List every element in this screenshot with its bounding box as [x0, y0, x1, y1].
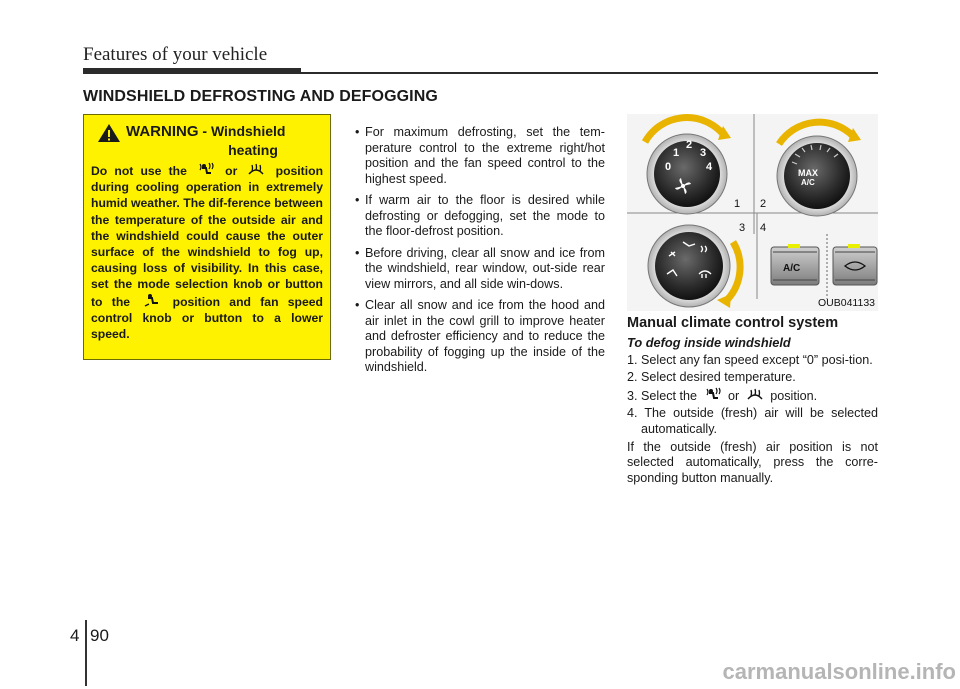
step-3-text-c: position. — [770, 389, 818, 404]
warning-text-2: or — [225, 164, 238, 178]
warning-box — [83, 114, 331, 360]
page-header-title: Features of your vehicle — [83, 44, 268, 65]
warning-text-4: position and fan speed control knob or button to a lower speed. — [91, 294, 324, 342]
step-3-text-b: or — [728, 389, 740, 404]
knob2-label-ac: A/C — [801, 178, 815, 187]
climate-control-figure — [627, 114, 878, 311]
windshield-defrost-icon — [746, 387, 764, 403]
step-2: 2. Select desired temperature. — [627, 369, 796, 384]
warning-subtitle: - Windshield — [198, 123, 286, 139]
figure-code: OUB041133 — [817, 297, 875, 309]
defrost-tips-list — [355, 125, 605, 376]
floor-mode-icon — [142, 293, 160, 309]
list-item: • Clear all snow and ice from the hood and air inlet in the cowl grill to improve heater and defroster efficiency and to reduce the probability of fogging up the inside of the windshield. — [355, 298, 605, 376]
knob1-label-0: 0 — [665, 161, 672, 173]
label-3: 3 — [739, 222, 746, 234]
warning-subtitle-line2: heating — [228, 142, 278, 158]
manual-climate-section — [627, 316, 878, 486]
watermark: carmanualsonline.info — [722, 659, 956, 684]
warning-text-1: Do not use the — [91, 164, 187, 178]
manual-note: If the outside (fresh) air position is not selected automatically, press the corre-sponding button manually. — [627, 440, 878, 485]
defog-subheading: To defog inside windshield — [627, 335, 791, 351]
floor-defrost-icon — [704, 387, 722, 403]
step-3-text-a: 3. Select the — [627, 389, 698, 404]
step-3 — [627, 387, 878, 404]
floor-defrost-icon — [197, 162, 215, 178]
knob1-label-3: 3 — [700, 147, 707, 159]
knob1-label-4: 4 — [706, 161, 713, 173]
warning-header — [91, 123, 323, 143]
climate-control-illustration — [627, 114, 878, 311]
knob2-label-max: MAX — [798, 168, 818, 178]
warning-triangle-icon — [97, 123, 121, 143]
button-ac-text: A/C — [783, 263, 801, 274]
warning-body — [91, 162, 323, 342]
label-1: 1 — [734, 198, 741, 210]
label-2: 2 — [760, 198, 767, 210]
header-rule-thin — [83, 72, 878, 74]
list-item: • If warm air to the floor is desired while defrosting or defogging, set the mode to the floor-defrost position. — [355, 193, 605, 240]
windshield-defrost-icon — [247, 162, 265, 178]
knob1-label-2: 2 — [686, 139, 693, 151]
footer-divider — [85, 620, 87, 686]
section-title: WINDSHIELD DEFROSTING AND DEFOGGING — [83, 88, 438, 105]
instructions-column — [355, 125, 605, 382]
warning-label: WARNING — [126, 123, 199, 140]
manual-climate-heading: Manual climate control system — [627, 315, 839, 331]
warning-text-3: position during cooling operation in extremely humid weather. The dif-ference between the temperature of the outside air and the windshield could cause the outer surface of the windshield to fog up, causing loss of visibility. In this case, set the mode selection knob or button to the — [91, 164, 324, 309]
list-item: • For maximum defrosting, set the tem-perature control to the extreme right/hot position and the fan speed control to the highest speed. — [355, 125, 605, 187]
label-4: 4 — [760, 222, 767, 234]
step-4: 4. The outside (fresh) air will be selected automatically. — [627, 406, 878, 436]
list-item: • Before driving, clear all snow and ice from the windshield, rear window, out-side rear view mirrors, and all side win-dows. — [355, 246, 605, 293]
step-1: 1. Select any fan speed except “0” posi-tion. — [627, 352, 873, 367]
knob1-label-1: 1 — [673, 147, 680, 159]
chapter-number: 4 — [70, 626, 80, 645]
page-number: 90 — [90, 626, 109, 645]
